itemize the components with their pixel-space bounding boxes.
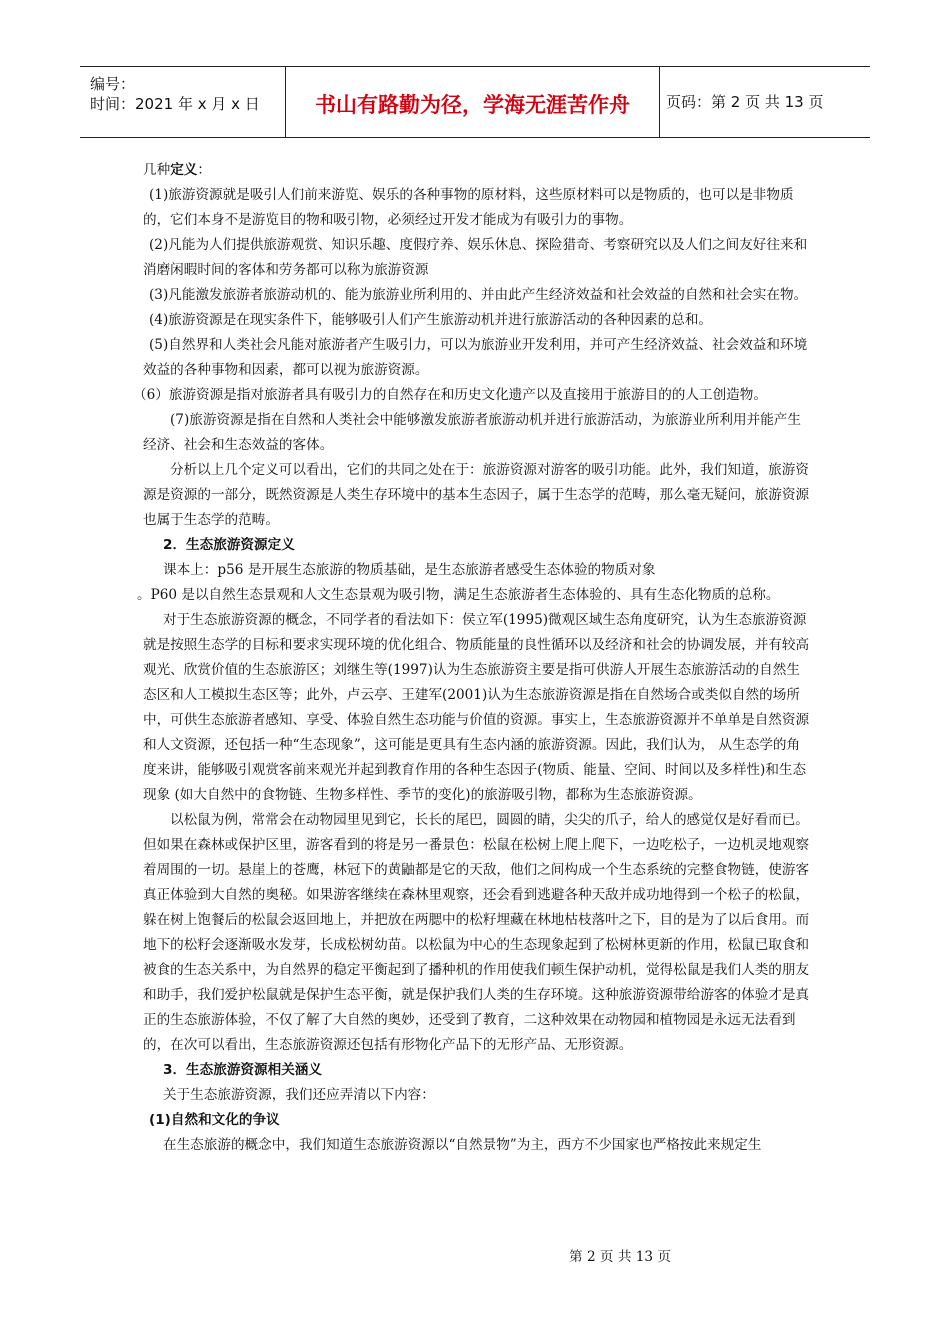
scholars-paragraph: 对于生态旅游资源的概念，不同学者的看法如下：侯立军(1995)微观区域生态角度研究，认为生态旅游资源就是按照生态学的目标和要求实现环境的优化组合、物质能量的良性循环以及经济和社会的协调发展，并有较高观光、欣赏价值的生态旅游区；刘继生等(1997)认为生态旅游资主要是指可供游人开展生态旅游活动的自然生态区和人工模拟生态区等；此外，卢云亭、王建军(2001)认为生态旅游资源是指在自然场合或类似自然的场所中，可供生态旅游者感知、享受、体验自然生态功能与价值的资源。事实上，生态旅游资源并不单单是自然资源和人文资源，还包括一种“生态现象”，这可能是更具有生态内涵的旅游资源。因此，我们认为， 从生态学的角度来讲，能够吸引观赏客前来观光并起到教育作用的各种生态因子(物质、能量、空间、时间以及多样性)和生态现象 (如大自然中的食物链、生物多样性、季节的变化)的旅游吸引物，都称为生态旅游资源。 [143, 612, 810, 803]
definition-6: （6）旅游资源是指对旅游者具有吸引力的自然存在和历史文化遗产以及直接用于旅游目的的人工创造物。 [133, 387, 767, 403]
intro-line: 几种定义： [143, 162, 211, 178]
definition-4: (4)旅游资源是在现实条件下，能够吸引人们产生旅游动机并进行旅游活动的各种因素的总和。 [149, 312, 713, 328]
intro-bold-term: 定义 [170, 162, 198, 178]
last-paragraph: 在生态旅游的概念中，我们知道生态旅游资源以“自然景物”为主，西方不少国家也严格按此来规定生 [163, 1137, 762, 1153]
textbook-line-1: 课本上：p56 是开展生态旅游的物质基础，是生态旅游者感受生态体验的物质对象 [163, 562, 656, 578]
section-3-heading: 3．生态旅游资源相关涵义 [163, 1062, 322, 1078]
textbook-line-2: 。P60 是以自然生态景观和人文生态景观为吸引物，满足生态旅游者生态体验的、具有生态化物质的总称。 [137, 587, 780, 603]
section-2-heading: 2．生态旅游资源定义 [163, 537, 295, 553]
header-motto-cell [285, 67, 660, 137]
analysis-paragraph: 分析以上几个定义可以看出，它们的共同之处在于：旅游资源对游客的吸引功能。此外，我们知道，旅游资源是资源的一部分，既然资源是人类生存环境中的基本生态因子，属于生态学的范畴，那么毫无疑问，旅游资源也属于生态学的范畴。 [143, 462, 810, 528]
page-header [80, 66, 870, 138]
header-page-number: 页码：第 2 页 共 13 页 [666, 93, 824, 111]
definition-3: (3)凡能激发旅游者旅游动机的、能为旅游业所利用的、并由此产生经济效益和社会效益的自然和社会实在物。 [149, 287, 808, 303]
section-3-intro: 关于生态旅游资源，我们还应弄清以下内容： [163, 1087, 435, 1103]
squirrel-paragraph: 以松鼠为例，常常会在动物园里见到它，长长的尾巴，圆圆的睛，尖尖的爪子，给人的感觉仅是好看而已。但如果在森林或保护区里，游客看到的将是另一番景色：松鼠在松树上爬上爬下，一边吃松子，一边机灵地观察着周围的一切。悬崖上的苍鹰，林冠下的黄鼬都是它的天敌，他们之间构成一个生态系统的完整食物链，使游客真正体验到大自然的奥秘。如果游客继续在森林里观察，还会看到逃避各种天敌并成功地得到一个松子的松鼠，躲在树上饱餐后的松鼠会返回地上，并把放在两腮中的松籽埋藏在林地枯枝落叶之下，目的是为了以后食用。而地下的松籽会逐渐吸水发芽，长成松树幼苗。以松鼠为中心的生态现象起到了松树林更新的作用，松鼠已取食和被食的生态关系中，为自然界的稳定平衡起到了播种机的作用使我们顿生保护动机，觉得松鼠是我们人类的朋友和助手，我们爱护松鼠就是保护生态平衡，就是保护我们人类的生存环境。这种旅游资源带给游客的体验才是真正的生态旅游体验，不仅了解了大自然的奥妙，还受到了教育，二这种效果在动物园和植物园是永远无法看到的，在次可以看出，生态旅游资源还包括有形物化产品下的无形产品、无形资源。 [143, 812, 810, 1053]
document-date: 时间：2021 年 x 月 x 日 [90, 95, 260, 113]
page-footer: 第 2 页 共 13 页 [569, 1249, 671, 1265]
definition-5: (5)自然界和人类社会凡能对旅游者产生吸引力，可以为旅游业开发利用，并可产生经济效益、社会效益和环境效益的各种事物和因素，都可以视为旅游资源。 [143, 337, 808, 378]
definition-7: (7)旅游资源是指在自然和人类社会中能够激发旅游者旅游动机并进行旅游活动，为旅游业所利用并能产生经济、社会和生态效益的客体。 [143, 412, 801, 453]
definition-1: (1)旅游资源就是吸引人们前来游览、娱乐的各种事物的原材料，这些原材料可以是物质的，也可以是非物质的，它们本身不是游览目的物和吸引物，必须经过开发才能成为有吸引力的事物。 [143, 187, 794, 228]
header-meta [80, 67, 285, 137]
header-motto: 书山有路勤为径，学海无涯苦作舟 [315, 93, 630, 117]
subheading-nature-culture: (1)自然和文化的争议 [149, 1112, 280, 1128]
definition-2: (2)凡能为人们提供旅游观赏、知识乐趣、度假疗养、娱乐休息、探险猎奇、考察研究以及人们之间友好往来和消磨闲暇时间的客体和劳务都可以称为旅游资源 [143, 237, 808, 278]
header-page-cell [658, 67, 870, 137]
document-number: 编号： [90, 75, 136, 93]
document-body [133, 158, 811, 1158]
